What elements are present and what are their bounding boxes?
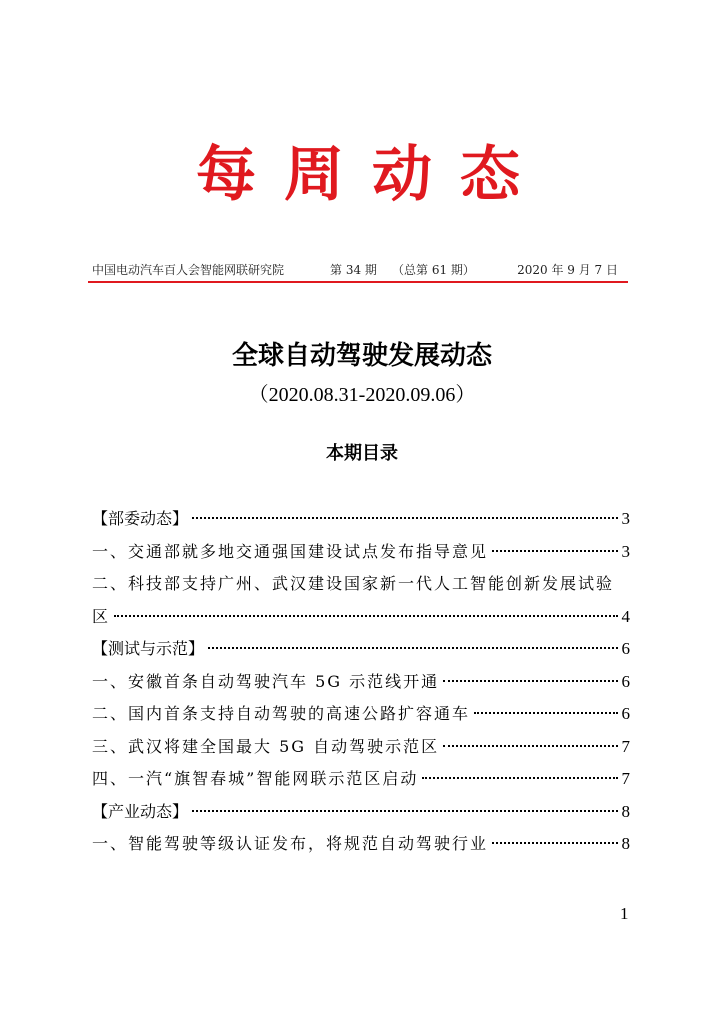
toc-page-number: 8 [621,801,630,821]
toc-leader-dots [492,550,617,552]
issue-number: 第 34 期 [330,263,377,277]
toc-page-number: 7 [621,736,630,756]
toc-section[interactable] [92,635,630,668]
toc-leader-dots [443,680,617,682]
toc-leader-dots [474,712,617,714]
toc-page-number: 6 [621,639,630,658]
issue-total-number: （总第 61 期） [392,263,475,277]
toc-leader-dots [114,615,617,617]
toc-leader-dots [422,777,617,779]
toc-page-number: 7 [621,769,630,788]
toc-leader-dots [492,842,617,844]
toc-page-number: 6 [621,671,630,691]
toc-page-number: 3 [621,509,630,528]
toc-entry[interactable] [92,765,630,798]
toc-entry[interactable] [92,668,630,701]
toc-label: 一、智能驾驶等级认证发布，将规范自动驾驶行业 [92,834,489,853]
toc-entry[interactable] [92,603,630,636]
toc-label: 一、交通部就多地交通强国建设试点发布指导意见 [92,541,489,561]
toc-page-number: 4 [621,606,630,626]
toc-leader-dots [192,517,617,519]
toc-page-number: 3 [621,541,630,561]
issue-organization: 中国电动汽车百人会智能网联研究院 [92,263,285,277]
toc-entry[interactable] [92,700,630,733]
issue-date: 2020 年 9 月 7 日 [517,263,618,277]
toc-section[interactable] [92,798,630,831]
toc-label: 三、武汉将建全国最大 5G 自动驾驶示范区 [92,736,440,756]
table-of-contents [92,505,630,863]
toc-label: 四、一汽“旗智春城”智能网联示范区启动 [92,769,419,788]
toc-label: 【产业动态】 [92,801,189,821]
date-range: （2020.08.31-2020.09.06） [248,384,476,406]
toc-label: 二、国内首条支持自动驾驶的高速公路扩容通车 [92,704,471,723]
document-title: 全球自动驾驶发展动态 [231,341,492,371]
toc-heading: 本期目录 [326,443,398,464]
toc-entry[interactable] [92,733,630,766]
toc-leader-dots [443,745,617,747]
page-number: 1 [620,904,629,923]
header-divider [88,281,628,283]
toc-entry[interactable] [92,830,630,863]
toc-label: 区 [92,606,111,626]
toc-label: 【部委动态】 [92,509,189,528]
toc-leader-dots [208,647,617,649]
toc-section[interactable] [92,505,630,538]
toc-page-number: 6 [621,704,630,723]
toc-label: 一、安徽首条自动驾驶汽车 5G 示范线开通 [92,671,440,691]
toc-entry-first-line[interactable]: 二、科技部支持广州、武汉建设国家新一代人工智能创新发展试验 [92,574,615,593]
masthead-title: 每周动态 [196,140,548,210]
toc-leader-dots [192,810,617,812]
issue-info [92,260,618,280]
toc-label: 【测试与示范】 [92,639,205,658]
toc-entry[interactable] [92,538,630,571]
toc-page-number: 8 [621,834,630,853]
